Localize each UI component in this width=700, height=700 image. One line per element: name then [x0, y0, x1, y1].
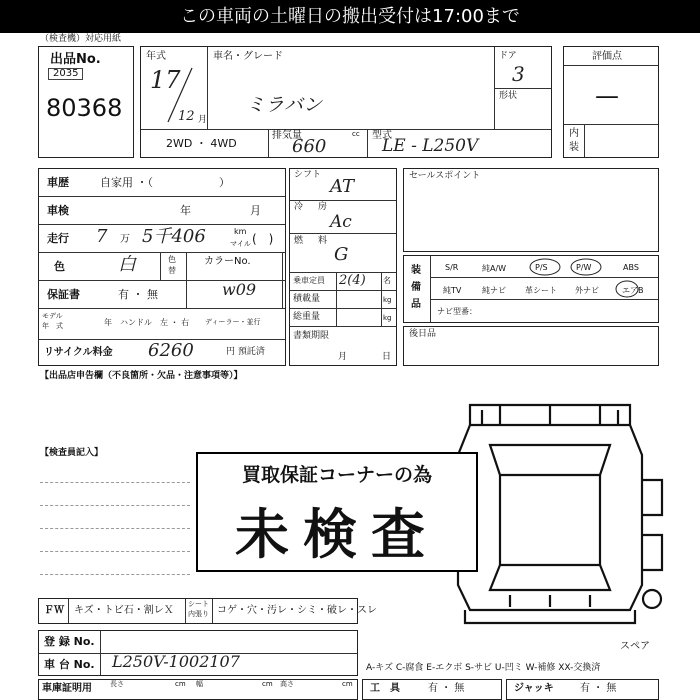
equip-pw-circle	[569, 257, 603, 277]
equip-sunroof: S/R	[445, 263, 459, 272]
after-date-label: 後日品	[409, 329, 437, 339]
dealer-notes-label: 【出品店申告欄（不良箇所・欠品・注意事項等）】	[40, 371, 243, 381]
recycle-unit: 円 預託済	[226, 347, 265, 357]
shift-label: シフト	[294, 170, 322, 180]
equip-tv: 純TV	[443, 286, 462, 295]
equip-power-steering: P/S	[535, 263, 548, 272]
equip-alloy-wheel: 純A/W	[482, 264, 507, 273]
equip-power-window: P/W	[576, 263, 592, 272]
door-label: ドア	[499, 51, 517, 61]
tools-value: 有 ・ 無	[428, 683, 465, 694]
gross-label: 総重量	[293, 312, 321, 322]
doc-expiry-month: 月	[338, 352, 348, 362]
name-grade-label: 車名・グレード	[213, 51, 283, 62]
year-value: 17	[150, 66, 181, 94]
warranty-label: 保証書	[47, 288, 80, 301]
mileage-paren: ( )	[252, 232, 274, 246]
gross-unit: kg	[383, 314, 392, 322]
inspection-month: 月	[250, 204, 261, 217]
fuel-label-1: 燃	[294, 236, 304, 246]
cert-width-unit: cm	[262, 680, 273, 688]
capacity-unit: 名	[383, 276, 391, 285]
seat-value: コゲ・穴・汚レ・シミ・破レ・スレ	[217, 605, 377, 616]
mileage-unit-km: km	[234, 227, 247, 236]
recycle-value: 6260	[148, 340, 194, 361]
sales-point-label: セールスポイント	[409, 171, 481, 181]
equip-airbag-circle	[614, 279, 640, 299]
damage-legend: A-キズ C-腐食 E-エクボ S-サビ U-凹ミ W-補修 XX-交換済	[366, 663, 601, 673]
form-header: （検査機）対応用紙	[40, 34, 122, 44]
stamp-line-2: 未検査	[235, 503, 439, 566]
mileage-rest: 5千406	[142, 226, 206, 247]
inspector-notes-label: 【検査員記入】	[40, 448, 104, 458]
shape-label: 形状	[499, 91, 518, 101]
warranty-value: 有 ・ 無	[118, 288, 158, 301]
rating-value: —	[595, 82, 619, 110]
month-unit: 月	[198, 115, 208, 125]
cert-length: 長さ	[110, 680, 124, 688]
history-label: 車歴	[47, 176, 69, 189]
inspection-label: 車検	[47, 204, 69, 217]
equip-leather-seat: 革シート	[525, 286, 557, 295]
drive-type: 2WD ・ 4WD	[166, 137, 237, 150]
ac-value: Ac	[330, 212, 352, 232]
fuel-label-2: 料	[318, 236, 328, 246]
mileage-man: 7	[96, 226, 108, 247]
color-value: 白	[118, 254, 136, 275]
registration-label: 登 録 No.	[44, 635, 95, 648]
handle-side: ハンドル 左 ・ 右	[120, 318, 190, 327]
capacity-value: 2(4)	[339, 273, 366, 288]
doc-expiry-label: 書類期限	[293, 331, 330, 341]
history-box	[38, 168, 286, 366]
mileage-man-unit: 万	[120, 234, 130, 245]
doc-expiry-day: 日	[382, 352, 392, 362]
chassis-value: L250V-1002107	[112, 652, 240, 671]
after-date-box	[403, 326, 659, 366]
cc-unit: cc	[352, 130, 360, 138]
model-type-label-1: モデル	[42, 312, 63, 320]
spare-label: スペア	[620, 641, 650, 652]
model-label: 型式	[372, 130, 392, 141]
cert-height: 高さ	[280, 680, 294, 688]
model-value: LE - L250V	[382, 136, 479, 156]
capacity-label: 乗車定員	[293, 276, 325, 285]
equip-ps-circle	[528, 257, 562, 277]
uninspected-stamp	[196, 452, 478, 572]
model-type-year: 年	[104, 318, 112, 327]
displacement-value: 660	[292, 136, 327, 157]
equip-airbag: エアB	[622, 286, 644, 295]
jack-label: ジャッキ	[514, 683, 554, 694]
tools-label: 工 具	[370, 683, 400, 694]
recycle-label: リサイクル料金	[44, 347, 113, 358]
dealer-import: ディーラー・並行	[205, 318, 261, 326]
seat-label-2: 内張り	[188, 610, 209, 618]
jack-value: 有 ・ 無	[580, 683, 617, 694]
color-change-1: 色	[168, 255, 176, 264]
model-type-label-2: 年 式	[42, 322, 63, 330]
seat-label-1: シート	[188, 600, 209, 608]
door-count: 3	[512, 62, 525, 86]
navi-model-label: ナビ型番：	[437, 307, 477, 316]
displacement-label: 排気量	[272, 130, 302, 141]
interior-label-1: 内	[569, 128, 579, 139]
fuel-value: G	[334, 244, 349, 265]
equipment-label-2: 備	[411, 282, 421, 293]
stamp-line-1: 買取保証コーナーの為	[241, 464, 432, 486]
color-no-value: w09	[222, 280, 257, 299]
cert-height-unit: cm	[342, 680, 353, 688]
shift-value: AT	[330, 176, 355, 197]
pickup-banner: この車両の土曜日の搬出受付は17:00まで	[0, 0, 700, 33]
equipment-label-3: 品	[411, 299, 421, 310]
fw-value: キズ・トビ石・割レＸ	[74, 605, 174, 616]
cert-length-unit: cm	[175, 680, 186, 688]
inspection-year: 年	[180, 204, 191, 217]
garage-cert-label: 車庫証明用	[42, 683, 92, 694]
mileage-unit-mile: マイル	[230, 240, 251, 248]
load-unit: kg	[383, 296, 392, 304]
chassis-label: 車 台 No.	[44, 658, 95, 671]
equip-abs: ABS	[623, 263, 639, 272]
car-name: ミラバン	[246, 94, 323, 116]
mileage-label: 走行	[47, 232, 69, 245]
lot-label: 出品No.	[50, 52, 101, 67]
lot-small-number: 2035	[48, 68, 83, 80]
month-value: 12	[178, 109, 195, 124]
fw-label: ＦＷ	[44, 605, 64, 616]
color-no-label: カラーNo.	[204, 256, 251, 267]
equip-navi: 純ナビ	[482, 286, 506, 295]
color-change-2: 替	[168, 266, 176, 275]
year-label: 年式	[146, 51, 166, 62]
equip-aftermarket-navi: 外ナビ	[575, 286, 599, 295]
rating-label: 評価点	[592, 51, 622, 62]
history-value: 自家用 ・（ ）	[100, 176, 230, 189]
interior-label-2: 装	[569, 142, 579, 153]
ac-label-1: 冷	[294, 202, 304, 212]
color-label: 色	[54, 260, 65, 273]
ac-label-2: 房	[318, 202, 328, 212]
lot-number: 80368	[46, 94, 123, 122]
cert-width: 幅	[196, 680, 203, 688]
equipment-label-1: 装	[411, 265, 421, 276]
load-label: 積載量	[293, 294, 321, 304]
